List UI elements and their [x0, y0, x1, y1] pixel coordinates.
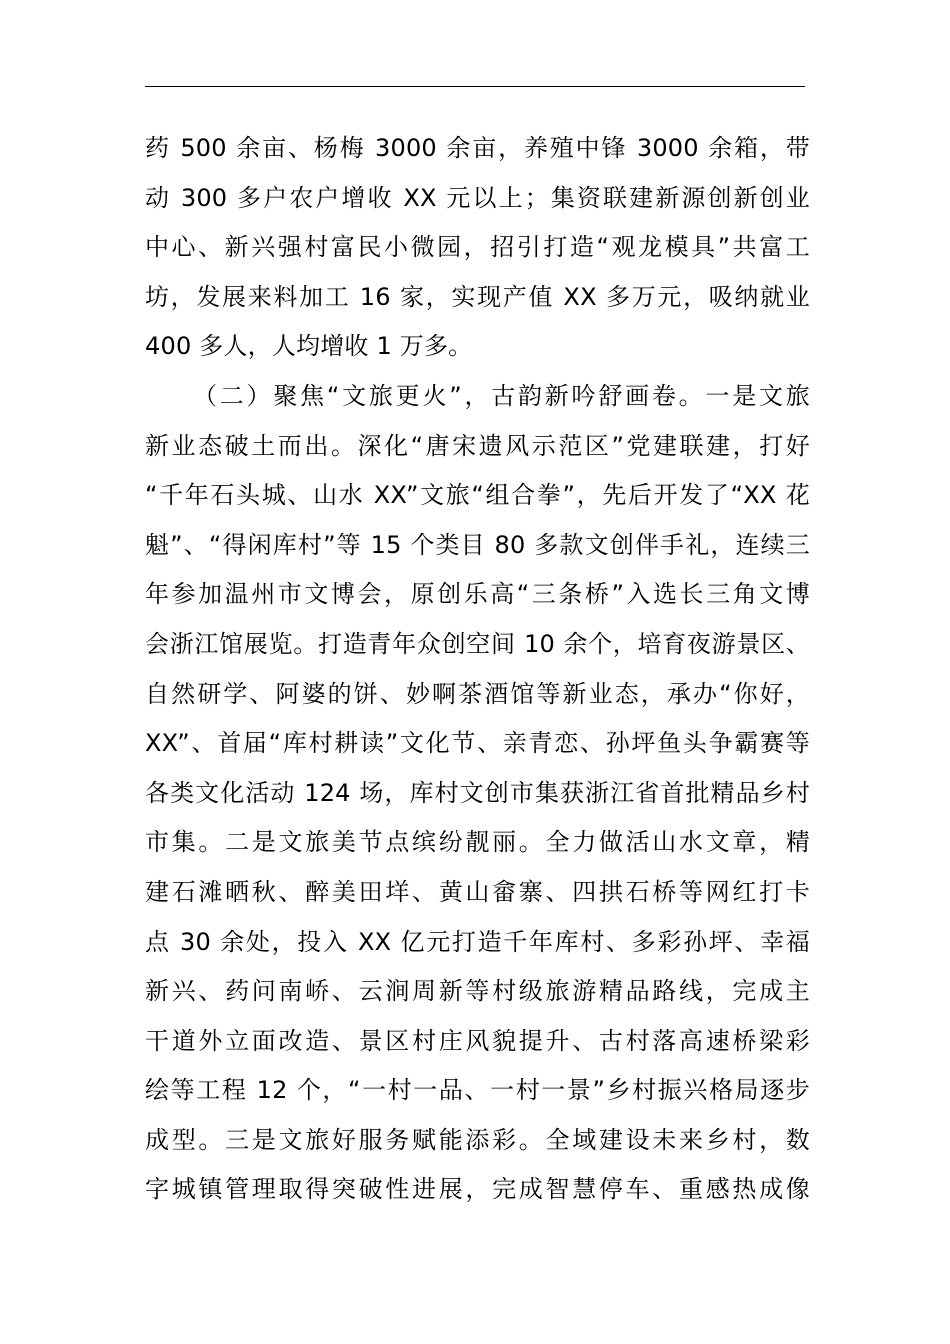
text-line: 会浙江馆展览。打造青年众创空间 10 余个，培育夜游景区、	[145, 629, 810, 658]
text-line: 坊，发展来料加工 16 家，实现产值 XX 多万元，吸纳就业	[145, 282, 810, 311]
text-line: 动 300 多户农户增收 XX 元以上；集资联建新源创新创业	[145, 183, 810, 212]
text-line: 成型。三是文旅好服务赋能添彩。全域建设未来乡村，数	[145, 1125, 810, 1154]
text-line: 400 多人，人均增收 1 万多。	[145, 332, 473, 361]
text-line: 字城镇管理取得突破性进展，完成智慧停车、重感热成像	[145, 1175, 810, 1204]
text-line: 魁”、“得闲库村”等 15 个类目 80 多款文创伴手礼，连续三	[145, 530, 810, 559]
text-line: 各类文化活动 124 场，库村文创市集获浙江省首批精品乡村	[145, 778, 810, 807]
body-text	[145, 124, 810, 1215]
text-line: 绘等工程 12 个，“一村一品、一村一景”乡村振兴格局逐步	[145, 1076, 810, 1105]
text-line: 药 500 余亩、杨梅 3000 余亩，养殖中锋 3000 余箱，带	[145, 134, 810, 162]
text-line: 中心、新兴强村富民小微园，招引打造“观龙模具”共富工	[145, 233, 810, 262]
section-heading-line: （二）聚焦“文旅更火”，古韵新吟舒画卷。一是文旅	[193, 381, 810, 410]
text-line: 新业态破土而出。深化“唐宋遗风示范区”党建联建，打好	[145, 431, 810, 460]
text-line: “千年石头城、山水 XX”文旅“组合拳”，先后开发了“XX 花	[145, 481, 810, 510]
text-line: 干道外立面改造、景区村庄风貌提升、古村落高速桥梁彩	[145, 1026, 810, 1055]
text-line: 自然研学、阿婆的饼、妙啊茶酒馆等新业态，承办“你好，	[145, 679, 810, 708]
text-line: 点 30 余处，投入 XX 亿元打造千年库村、多彩孙坪、幸福	[145, 927, 810, 956]
text-line: 年参加温州市文博会，原创乐高“三条桥”入选长三角文博	[145, 580, 810, 609]
header-divider	[145, 86, 805, 87]
text-line: 建石滩晒秋、醉美田垟、黄山畲寨、四拱石桥等网红打卡	[145, 877, 810, 906]
text-line: 市集。二是文旅美节点缤纷靓丽。全力做活山水文章，精	[145, 828, 810, 857]
text-line: 新兴、药问南峤、云涧周新等村级旅游精品路线，完成主	[145, 977, 810, 1006]
text-line: XX”、首届“库村耕读”文化节、亲青恋、孙坪鱼头争霸赛等	[145, 729, 810, 758]
